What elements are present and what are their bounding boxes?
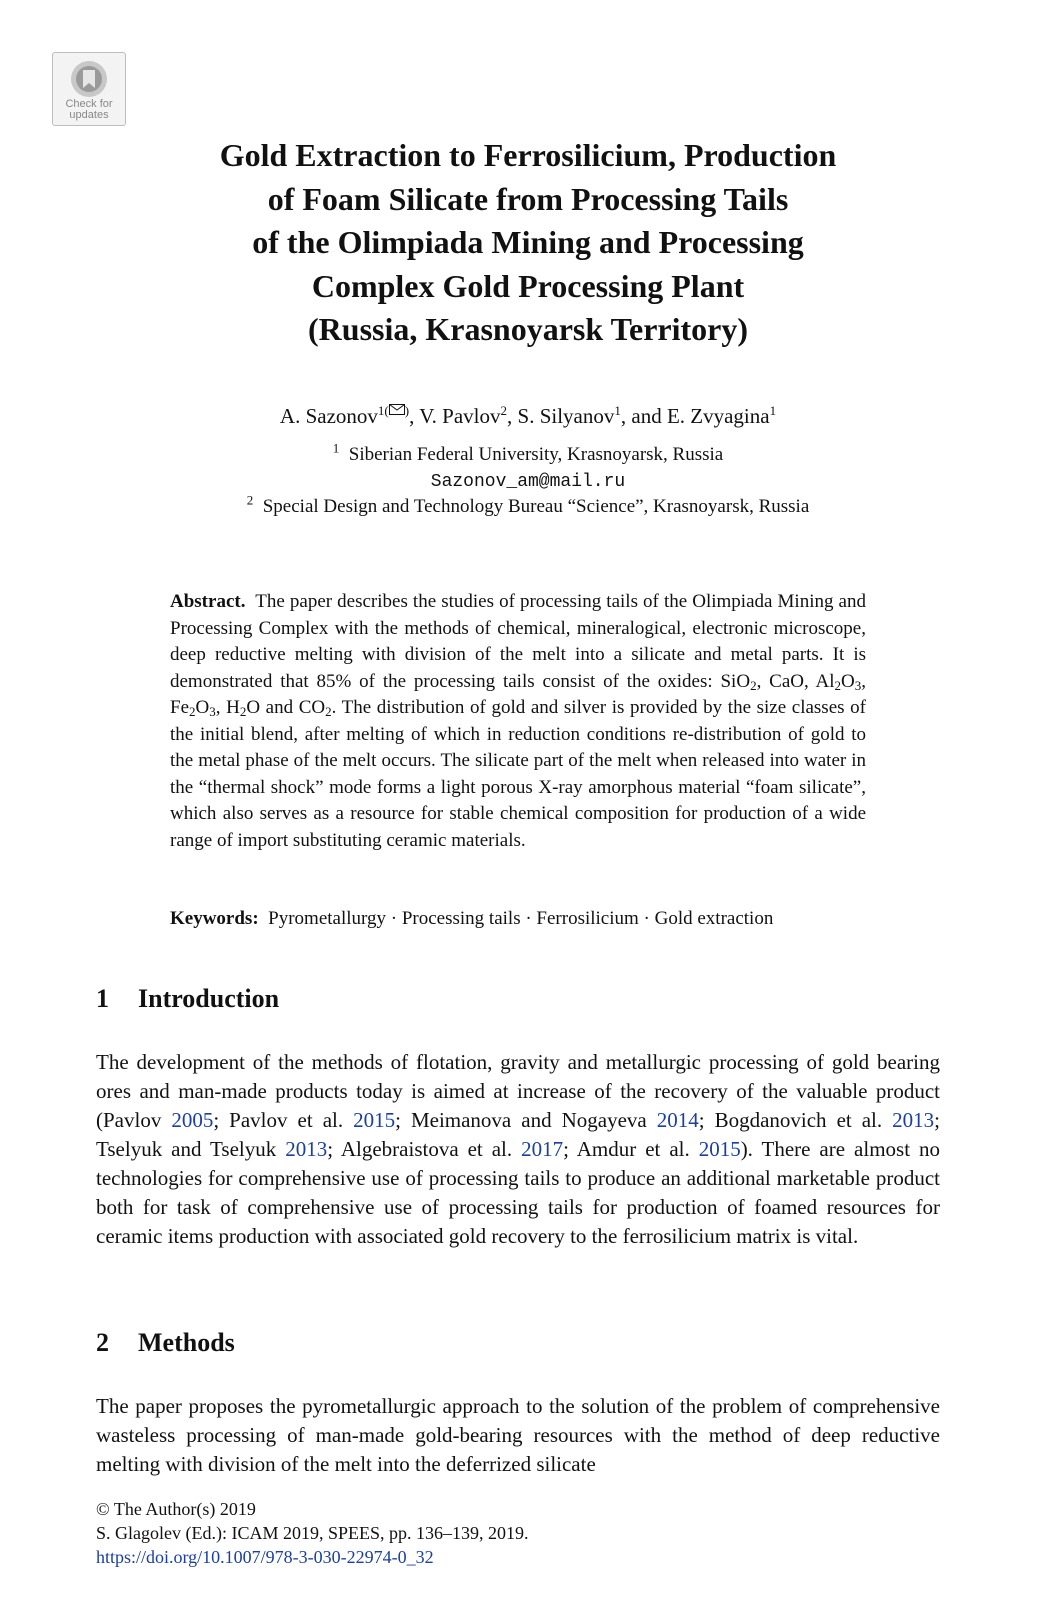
citation-link[interactable]: 2017 <box>521 1137 564 1161</box>
body-text: The development of the methods of flotation, gravity and metallurgic processing of gold bearing ores and man-made products today is aimed at increase of the recovery of the valuable product (Pavlov <box>96 1050 940 1132</box>
citation-link[interactable]: 2013 <box>285 1137 328 1161</box>
affiliation-sup: 2 <box>246 492 254 508</box>
methods-paragraph: The paper proposes the pyrometallurgic approach to the solution of the problem of comprehensive wasteless processing of man-made gold-bearing resources with the method of deep reductive melting with division of the melt into the deferrized silicate <box>96 1394 940 1476</box>
title-line: of the Olimpiada Mining and Processing <box>252 224 804 260</box>
citation: S. Glagolev (Ed.): ICAM 2019, SPEES, pp. 136–139, 2019. <box>96 1523 529 1543</box>
subscript: 2 <box>750 677 757 693</box>
paper-title <box>100 134 956 352</box>
abstract-text: . The distribution of gold and silver is provided by the size classes of the initial blend, after melting of which in reduction conditions re-distribution of gold to the metal phase of the melt occurs. The silicate part of the melt when released into water in the “thermal shock” mode forms a light porous X-ray amorphous material “foam silicate”, which also serves as a resource for stable chemical composition for production of a wide range of import substituting ceramic materials. <box>170 697 866 851</box>
body-text: ; Pavlov et al. <box>213 1108 354 1132</box>
copyright: © The Author(s) 2019 <box>96 1499 256 1519</box>
abstract-text: , Fe <box>170 670 866 718</box>
author-name: A. Sazonov <box>279 404 378 428</box>
body-text: ; Tselyuk and Tselyuk <box>96 1108 940 1161</box>
author-list <box>100 404 956 429</box>
affiliation-text: Special Design and Technology Bureau “Science”, Krasnoyarsk, Russia <box>262 496 810 517</box>
section-number: 1 <box>96 984 109 1013</box>
subscript: 3 <box>854 677 862 693</box>
abstract-text: O and CO <box>246 697 326 718</box>
body-text: ; Algebraistova et al. <box>327 1137 522 1161</box>
check-for-updates-badge[interactable] <box>52 52 126 126</box>
keywords-value: Pyrometallurgy · Processing tails · Ferrosilicium · Gold extraction <box>268 908 774 929</box>
body-text: ; Bogdanovich et al. <box>698 1108 893 1132</box>
body-text: ; Amdur et al. <box>563 1137 699 1161</box>
citation-link[interactable]: 2015 <box>698 1137 741 1161</box>
envelope-icon[interactable] <box>389 404 405 415</box>
abstract-text: , CaO, Al <box>756 670 835 692</box>
citation-link[interactable]: 2005 <box>171 1108 214 1132</box>
author-sup: 1 <box>614 403 621 418</box>
doi-link[interactable]: https://doi.org/10.1007/978-3-030-22974-0_32 <box>96 1547 434 1567</box>
abstract-text: The paper describes the studies of processing tails of the Olimpiada Mining and Processing Complex with the methods of chemical, mineralogical, electronic microscope, deep reductive melting with division of the melt into a silicate and metal parts. It is demonstrated that 85% of the processing tails consist of the oxides: SiO <box>170 591 866 692</box>
subscript: 2 <box>189 704 196 719</box>
abstract-label: Abstract. <box>170 591 246 612</box>
citation-link[interactable]: 2013 <box>892 1108 935 1132</box>
keywords-label: Keywords: <box>170 908 259 929</box>
badge-text-line1: Check for <box>65 98 113 110</box>
title-line: Complex Gold Processing Plant <box>311 267 745 304</box>
affiliation-1 <box>100 440 956 466</box>
affiliation-sup: 1 <box>332 440 340 456</box>
footer <box>96 1497 529 1569</box>
title-line: (Russia, Krasnoyarsk Territory) <box>308 311 748 347</box>
subscript: 2 <box>239 704 247 719</box>
author-sup: ) <box>404 403 410 418</box>
abstract-text: O <box>195 697 210 718</box>
author-sup: 2 <box>500 403 508 418</box>
affiliation-text: Siberian Federal University, Krasnoyarsk, Russia <box>348 444 724 465</box>
badge-text-line2: updates <box>69 109 109 121</box>
body-text: ). There are almost no technologies for comprehensive use of processing tails to produce an additional marketable product both for task of comprehensive use of processing tails for production of foamed resources for ceramic items production with associated gold recovery to the ferrosilicium matrix is vital. <box>96 1137 940 1248</box>
title-line: of Foam Silicate from Processing Tails <box>267 180 789 217</box>
author-name: , S. Silyanov <box>507 404 615 428</box>
body-text: ; Meimanova and Nogayeva <box>395 1108 657 1132</box>
citation-link[interactable]: 2015 <box>353 1108 396 1132</box>
bookmark-icon <box>69 59 109 99</box>
abstract-text: O <box>841 670 855 692</box>
section-title: Methods <box>138 1328 235 1357</box>
author-email[interactable]: Sazonov_am@mail.ru <box>430 472 626 492</box>
author-name: , and E. Zvyagina <box>620 404 770 428</box>
subscript: 3 <box>209 704 216 719</box>
subscript: 2 <box>834 677 842 693</box>
subscript: 2 <box>325 704 332 719</box>
citation-link[interactable]: 2014 <box>656 1108 699 1132</box>
introduction-paragraph <box>96 1048 940 1251</box>
author-sup: 1 <box>769 403 777 418</box>
title-line: Gold Extraction to Ferrosilicium, Production <box>219 137 837 173</box>
section-number: 2 <box>96 1328 109 1357</box>
section-title: Introduction <box>138 984 280 1013</box>
author-sup: 1( <box>377 403 389 418</box>
section-heading-methods <box>96 1328 235 1358</box>
keywords <box>170 908 870 930</box>
author-name: , V. Pavlov <box>409 404 501 428</box>
affiliation-2 <box>100 492 956 518</box>
abstract <box>170 589 866 854</box>
section-heading-introduction <box>96 984 279 1014</box>
abstract-text: , H <box>215 697 240 718</box>
author-email-line <box>100 470 956 492</box>
